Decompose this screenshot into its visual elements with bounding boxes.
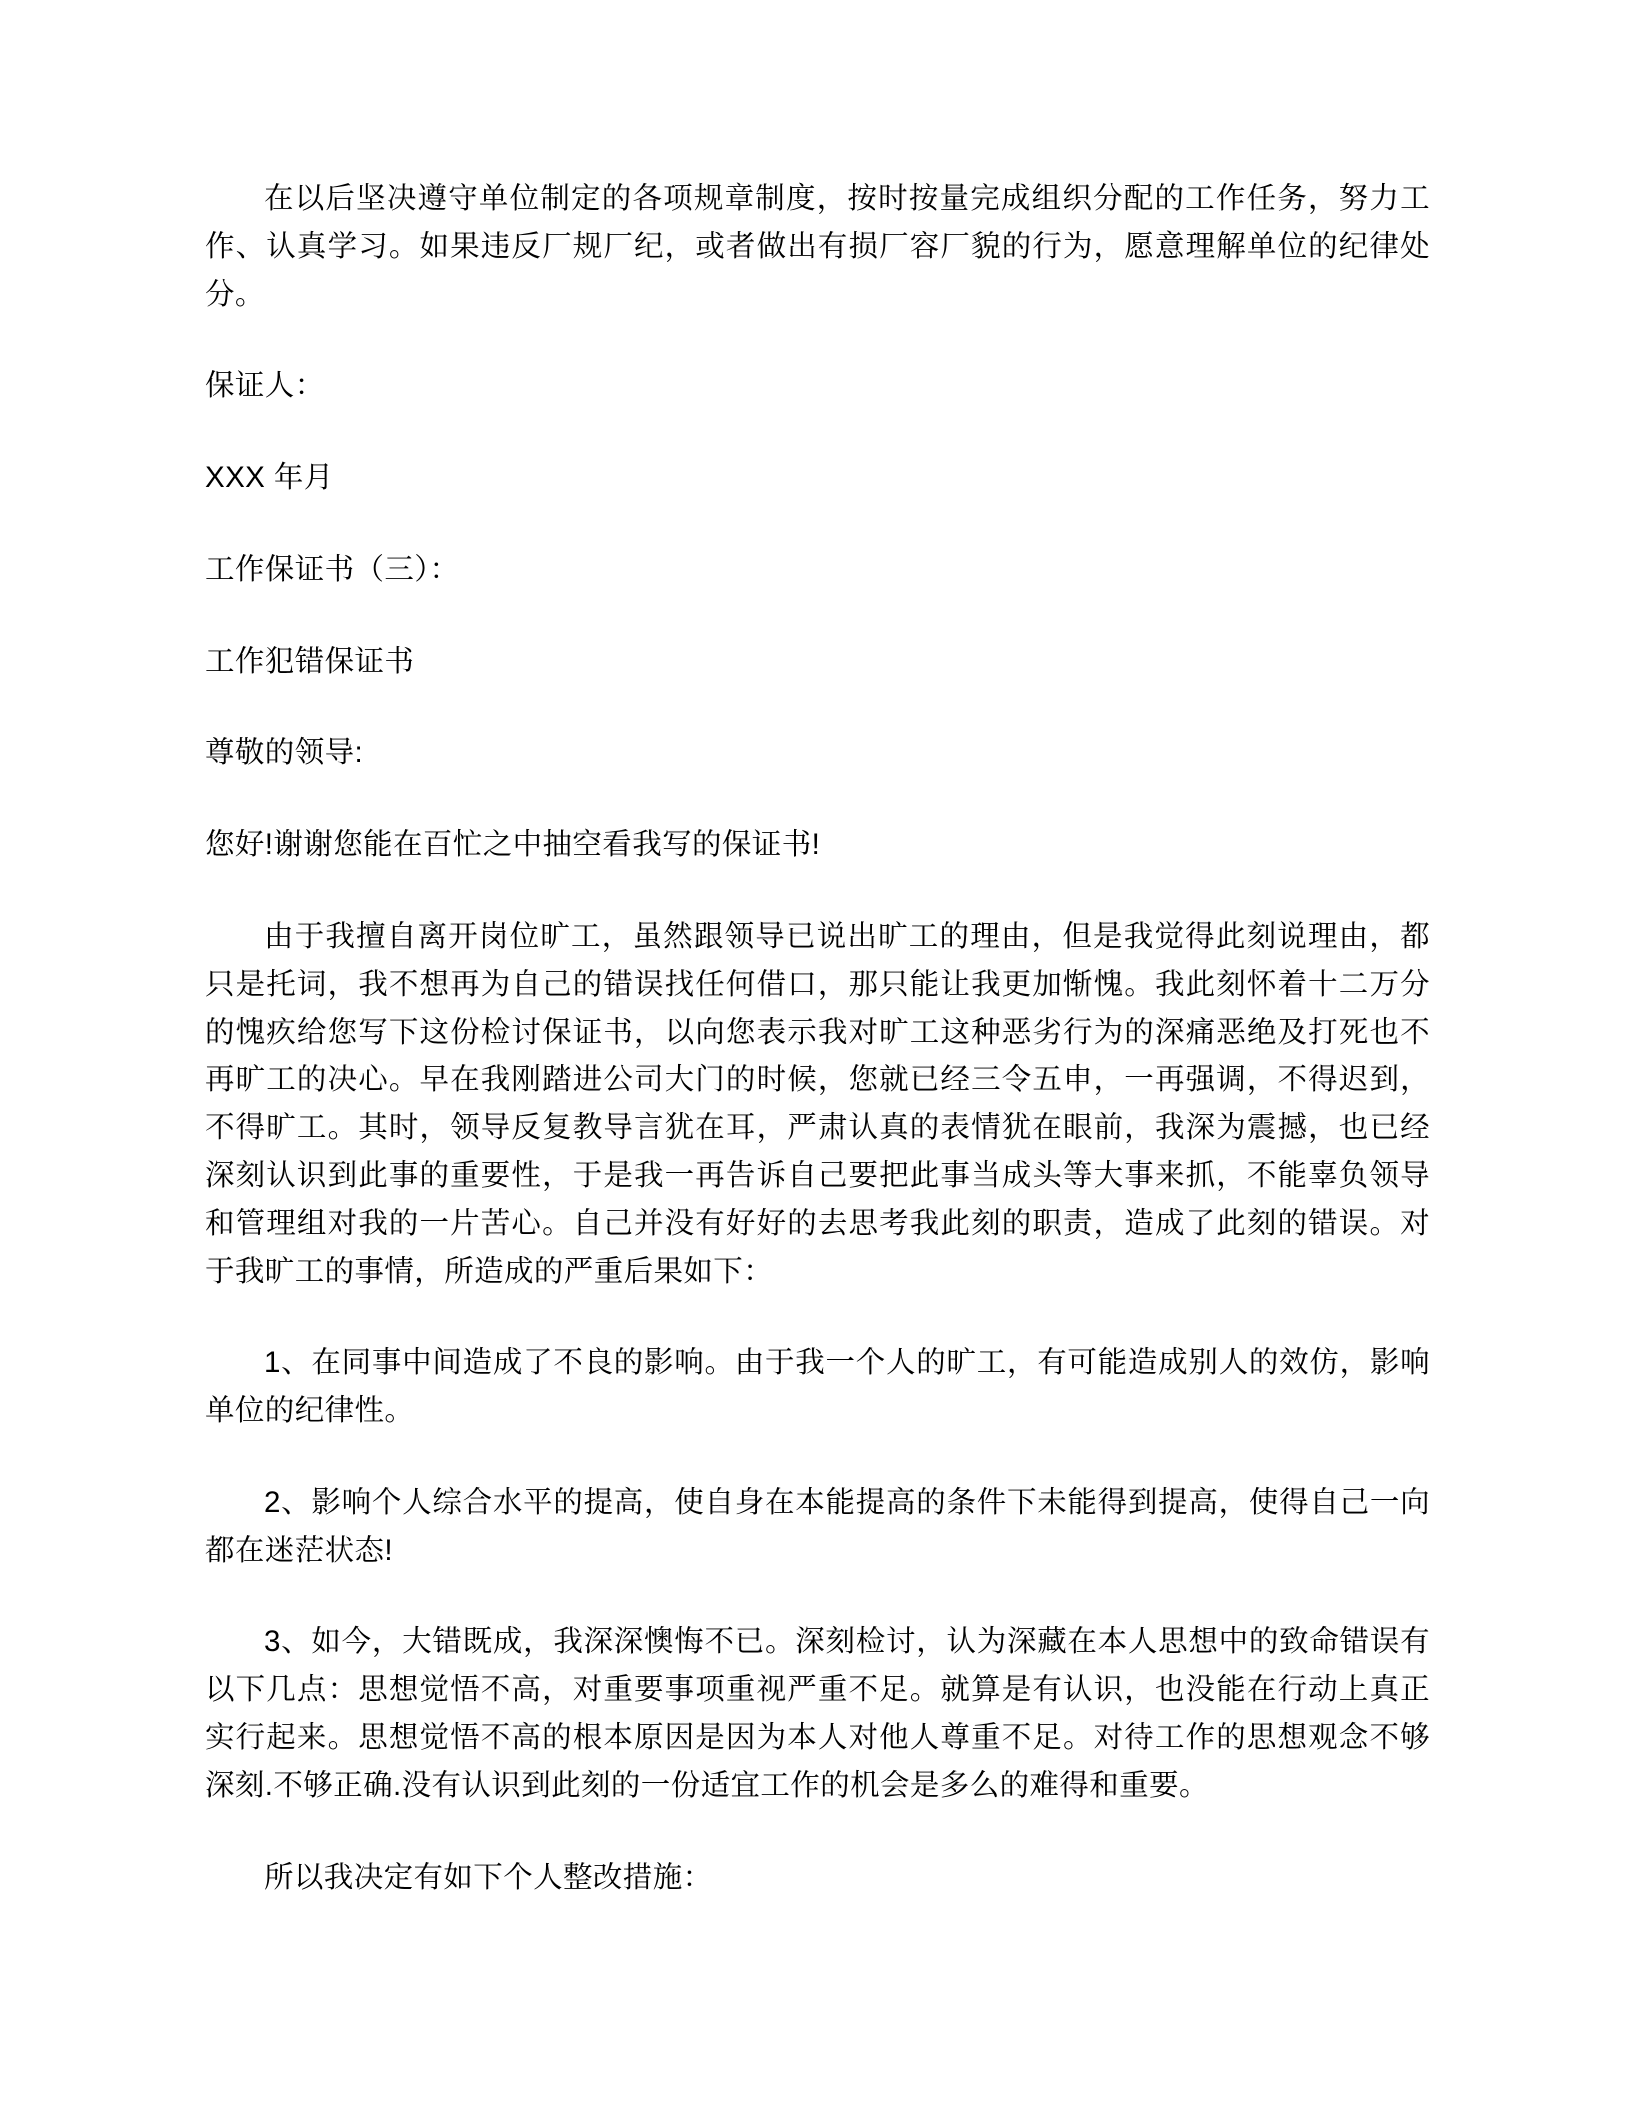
paragraph-1: 在以后坚决遵守单位制定的各项规章制度，按时按量完成组织分配的工作任务，努力工作、认真学习。如果违反厂规厂纪，或者做出有损厂容厂貌的行为，愿意理解单位的纪律处分。 <box>205 182 1430 311</box>
paragraph-item-2: 2、影响个人综合水平的提高，使自身在本能提高的条件下未能得到提高，使得自己一向都在迷茫状态! <box>205 1485 1430 1567</box>
paragraph-date-line: XXX 年月 <box>205 461 334 495</box>
paragraph-subtitle: 工作犯错保证书 <box>205 644 415 678</box>
paragraph-item-1: 1、在同事中间造成了不良的影响。由于我一个人的旷工，有可能造成别人的效仿，影响单位的纪律性。 <box>205 1346 1430 1428</box>
paragraph-greeting: 您好!谢谢您能在百忙之中抽空看我写的保证书! <box>205 828 821 862</box>
paragraph-guarantor-label: 保证人： <box>205 369 325 403</box>
paragraph-closing: 所以我决定有如下个人整改措施： <box>264 1860 713 1894</box>
paragraph-item-3: 3、如今，大错既成，我深深懊悔不已。深刻检讨，认为深藏在本人思想中的致命错误有以下几点：思想觉悟不高，对重要事项重视严重不足。就算是有认识，也没能在行动上真正实行起来。思想觉悟不高的根本原因是因为本人对他人尊重不足。对待工作的思想观念不够深刻.不够正确.没有认识到此刻的一份适宜工作的机会是多么的难得和重要。 <box>205 1625 1430 1802</box>
paragraph-section-heading: 工作保证书（三）： <box>205 552 460 586</box>
paragraph-salutation: 尊敬的领导: <box>205 736 364 770</box>
paragraph-main-body: 由于我擅自离开岗位旷工，虽然跟领导已说出旷工的理由，但是我觉得此刻说理由，都只是托词，我不想再为自己的错误找任何借口，那只能让我更加惭愧。我此刻怀着十二万分的愧疚给您写下这份检讨保证书，以向您表示我对旷工这种恶劣行为的深痛恶绝及打死也不再旷工的决心。早在我刚踏进公司大门的时候，您就已经三令五申，一再强调，不得迟到，不得旷工。其时，领导反复教导言犹在耳，严肃认真的表情犹在眼前，我深为震撼，也已经深刻认识到此事的重要性，于是我一再告诉自己要把此事当成头等大事来抓，不能辜负领导和管理组对我的一片苦心。自己并没有好好的去思考我此刻的职责，造成了此刻的错误。对于我旷工的事情，所造成的严重后果如下： <box>205 920 1430 1288</box>
document-body <box>205 175 1430 1901</box>
